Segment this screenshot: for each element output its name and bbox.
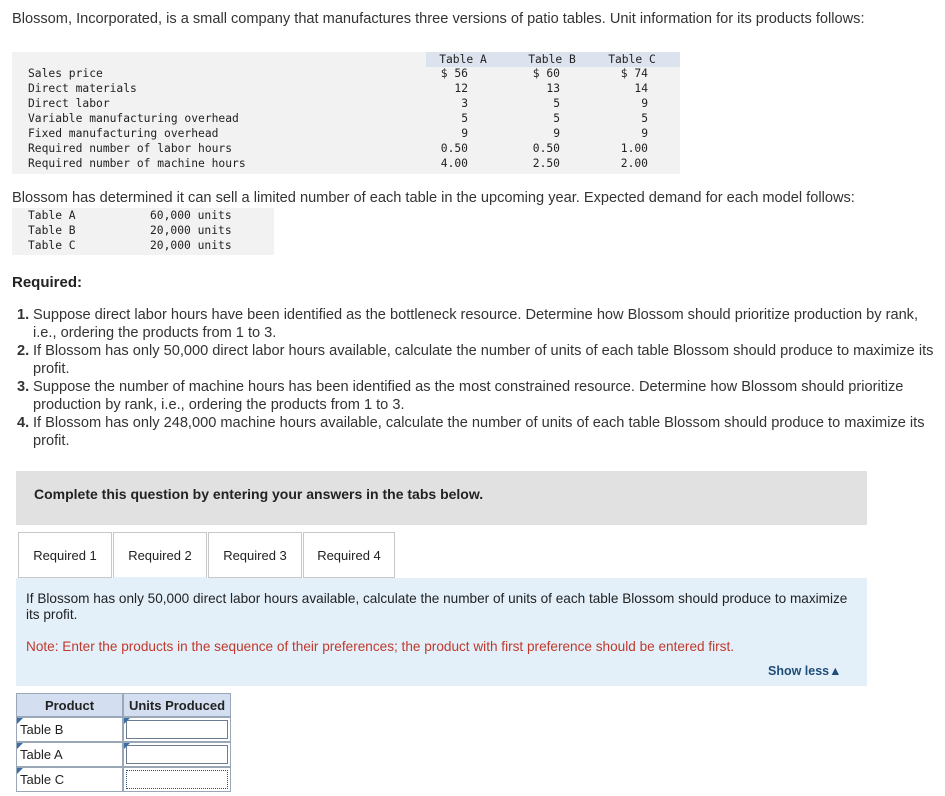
- question-list: [17, 306, 941, 450]
- cell: 5: [553, 97, 560, 110]
- instructions-text: Complete this question by entering your answers in the tabs below.: [34, 486, 484, 502]
- question-number: 1.: [17, 307, 30, 323]
- cell: 9: [641, 97, 648, 110]
- cell: 9: [461, 127, 468, 140]
- question-number: 3.: [17, 379, 30, 395]
- col-header-table-a: Table A: [439, 53, 487, 66]
- question-text: If Blossom has only 248,000 machine hours available, calculate the number of units of each table Blossom should produce to maximize its profit.: [33, 415, 925, 449]
- product-select[interactable]: [16, 767, 123, 792]
- input-marker-icon: [124, 718, 130, 724]
- required-heading: Required:: [12, 274, 83, 291]
- intro-text: Blossom, Incorporated, is a small company that manufactures three versions of patio tables. Unit information for its products follows:: [12, 11, 865, 27]
- question-item: [17, 306, 941, 342]
- question-number: 4.: [17, 415, 30, 431]
- units-input-cell: [123, 717, 231, 742]
- product-select[interactable]: [16, 742, 123, 767]
- input-marker-icon: [124, 743, 130, 749]
- answer-header-product: Product: [16, 693, 123, 717]
- product-value: Table B: [20, 722, 64, 737]
- tab-required-1[interactable]: Required 1: [18, 532, 112, 578]
- cell: 5: [553, 112, 560, 125]
- cell: 5: [641, 112, 648, 125]
- cell: 12: [454, 82, 468, 95]
- question-text: Suppose direct labor hours have been identified as the bottleneck resource. Determine how Blossom should prioritize production by rank, i.e., ordering the products from 1 to 3.: [33, 307, 919, 341]
- question-item: [17, 378, 941, 414]
- units-input[interactable]: [126, 745, 228, 764]
- row-label: Fixed manufacturing overhead: [28, 127, 219, 140]
- row-label: Required number of labor hours: [28, 142, 233, 155]
- cell: 14: [634, 82, 648, 95]
- cell: 1.00: [620, 142, 648, 155]
- question-item: [17, 414, 941, 450]
- unit-info-table: [12, 52, 680, 174]
- tab-required-4[interactable]: Required 4: [303, 532, 395, 578]
- row-label: Variable manufacturing overhead: [28, 112, 239, 125]
- panel-instruction: If Blossom has only 50,000 direct labor hours available, calculate the number of units of each table Blossom should produce to maximize its profit.: [26, 591, 848, 622]
- cell: 0.50: [532, 142, 560, 155]
- cell: $ 74: [620, 67, 648, 80]
- units-input-cell: [123, 742, 231, 767]
- col-header-table-c: Table C: [608, 53, 656, 66]
- cell: 2.50: [532, 157, 560, 170]
- demand-value: 20,000 units: [150, 224, 232, 237]
- units-input[interactable]: [126, 770, 228, 789]
- cell: 3: [461, 97, 468, 110]
- cell: $ 60: [532, 67, 560, 80]
- show-less-link[interactable]: Show less▲: [768, 664, 842, 678]
- demand-name: Table C: [28, 239, 76, 252]
- question-item: [17, 342, 941, 378]
- question-number: 2.: [17, 343, 30, 359]
- tab-panel-required-2: [16, 578, 867, 686]
- row-label: Required number of machine hours: [28, 157, 246, 170]
- cell: 9: [641, 127, 648, 140]
- tab-required-2[interactable]: Required 2: [113, 532, 207, 578]
- cell: 2.00: [620, 157, 648, 170]
- demand-table: [12, 208, 274, 255]
- units-input[interactable]: [126, 720, 228, 739]
- cell: 13: [546, 82, 560, 95]
- row-label: Direct materials: [28, 82, 137, 95]
- cell: 5: [461, 112, 468, 125]
- tab-required-3[interactable]: Required 3: [208, 532, 302, 578]
- cell: 4.00: [440, 157, 468, 170]
- demand-name: Table B: [28, 224, 76, 237]
- demand-name: Table A: [28, 209, 76, 222]
- demand-value: 20,000 units: [150, 239, 232, 252]
- col-header-table-b: Table B: [528, 53, 576, 66]
- answer-header-units: Units Produced: [123, 693, 231, 717]
- instructions-banner: [16, 471, 867, 525]
- product-value: Table A: [20, 747, 63, 762]
- cell: $ 56: [440, 67, 468, 80]
- cell: 9: [553, 127, 560, 140]
- row-label: Sales price: [28, 67, 103, 80]
- cell: 0.50: [440, 142, 468, 155]
- row-label: Direct labor: [28, 97, 110, 110]
- panel-note: Note: Enter the products in the sequence of their preferences; the product with first preference should be entered first.: [26, 639, 735, 654]
- product-select[interactable]: [16, 717, 123, 742]
- question-text: Suppose the number of machine hours has been identified as the most constrained resource. Determine how Blossom should prioritize production by rank, i.e., ordering the products from 1 to 3.: [33, 379, 904, 413]
- product-value: Table C: [20, 772, 65, 787]
- question-text: If Blossom has only 50,000 direct labor hours available, calculate the number of units of each table Blossom should produce to maximize its profit.: [33, 343, 934, 377]
- demand-value: 60,000 units: [150, 209, 232, 222]
- units-input-cell: [123, 767, 231, 792]
- demand-intro-text: Blossom has determined it can sell a limited number of each table in the upcoming year. Expected demand for each model follows:: [12, 190, 855, 206]
